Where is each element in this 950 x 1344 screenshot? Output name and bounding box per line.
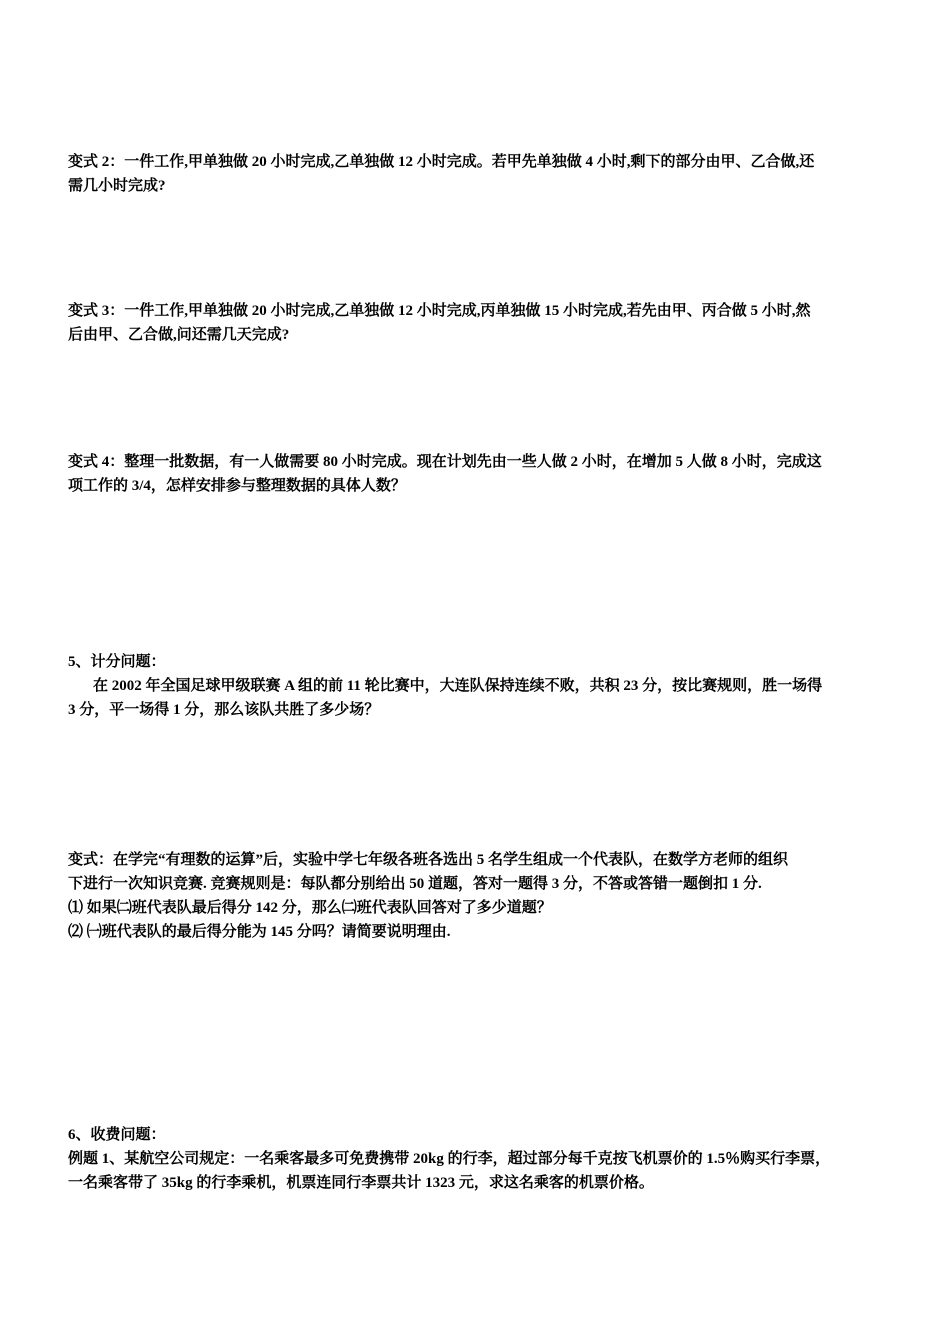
variant-4-problem — [68, 450, 886, 498]
problem-text-line: 变式：在学完“有理数的运算”后，实验中学七年级各班各选出 5 名学生组成一个代表队，在数学方老师的组织 — [68, 852, 789, 868]
variant-scoring-problem — [68, 848, 886, 944]
sub-question-2: ⑵ ㈠班代表队的最后得分能为 145 分吗？请简要说明理由. — [68, 924, 451, 940]
problem-text-line: 3 分，平一场得 1 分，那么该队共胜了多少场？ — [68, 702, 380, 718]
variant-3-problem — [68, 299, 886, 347]
problem-text-line: 变式 2：一件工作,甲单独做 20 小时完成,乙单独做 12 小时完成。若甲先单独做 4 小时,剩下的部分由甲、乙合做,还 — [68, 154, 815, 170]
variant-2-problem — [68, 150, 886, 198]
problem-text-line: 例题 1、某航空公司规定：一名乘客最多可免费携带 20kg 的行李，超过部分每千克按飞机票价的 1.5％购买行李票， — [68, 1151, 831, 1167]
section-heading: 5、计分问题： — [68, 654, 166, 670]
section-6-fee-problem — [68, 1123, 898, 1195]
sub-question-1: ⑴ 如果㈡班代表队最后得分 142 分，那么㈡班代表队回答对了多少道题？ — [68, 900, 552, 916]
problem-text-line: 变式 4：整理一批数据，有一人做需要 80 小时完成。现在计划先由一些人做 2 小时，在增加 5 人做 8 小时，完成这 — [68, 454, 822, 470]
problem-text-line: 一名乘客带了 35kg 的行李乘机，机票连同行李票共计 1323 元，求这名乘客的机票价格。 — [68, 1175, 654, 1191]
problem-text-line: 后由甲、乙合做,问还需几天完成? — [68, 327, 290, 343]
section-5-scoring-problem — [68, 650, 886, 722]
section-heading: 6、收费问题： — [68, 1127, 166, 1143]
problem-text-line: 项工作的 3/4，怎样安排参与整理数据的具体人数？ — [68, 478, 406, 494]
problem-text-line: 变式 3：一件工作,甲单独做 20 小时完成,乙单独做 12 小时完成,丙单独做 15 小时完成,若先由甲、丙合做 5 小时,然 — [68, 303, 811, 319]
problem-text-line: 需几小时完成? — [68, 178, 166, 194]
problem-text-line: 下进行一次知识竞赛. 竞赛规则是：每队都分别给出 50 道题，答对一题得 3 分，不答或答错一题倒扣 1 分. — [68, 876, 762, 892]
problem-text-line: 在 2002 年全国足球甲级联赛 A 组的前 11 轮比赛中，大连队保持连续不败，共积 23 分，按比赛规则，胜一场得 — [93, 678, 823, 694]
